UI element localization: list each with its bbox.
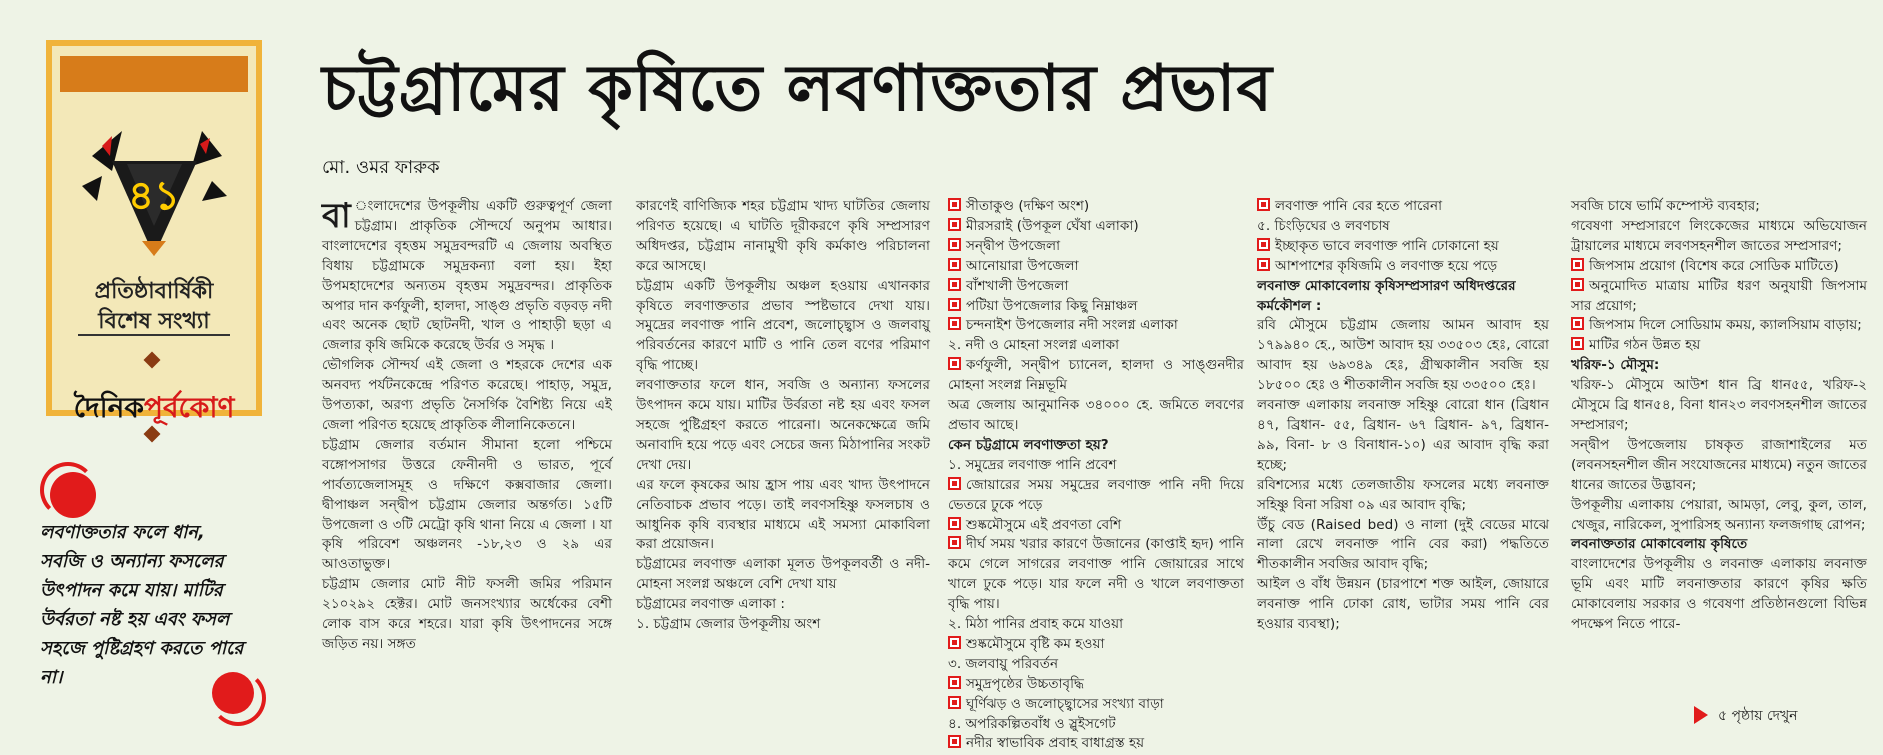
continued-label: ৫ পৃষ্ঠায় দেখুন bbox=[1718, 708, 1798, 724]
bullet-box-icon bbox=[1257, 238, 1270, 251]
list-item: শুষ্কমৌসুমে এই প্রবণতা বেশি bbox=[948, 516, 1244, 536]
paragraph: চট্টগ্রাম জেলার বর্তমান সীমানা হলো পশ্চিমে বঙ্গোপসাগর উত্তরে ফেনীনদী ও ভারত, পূর্বে পার্বত্যজেলাসমূহ ও দক্ষিণে কক্সবাজার জেলা। দ্বীপাঞ্চল সন্দ্বীপ চট্টগ্রাম জেলার অন্তর্গত। ১৫টি উপজেলা ও ৩টি মেট্রো কৃষি থানা নিয়ে এ জেলা । যা কৃষি পরিবেশ অঞ্চলনং -১৮,২৩ ও ২৯ এর আওতাভুক্ত। bbox=[322, 436, 612, 573]
paragraph: এর ফলে কৃষকের আয় হ্রাস পায় এবং খাদ্য উৎপাদনে নেতিবাচক প্রভাব পড়ে। তাই লবণসহিষ্ণু ফসলচাষ ও আধুনিক কৃষি ব্যবস্থার মাধ্যমে এই সমস্যা মোকাবিলা করা প্রয়োজন। bbox=[636, 476, 930, 553]
quote-dot-icon bbox=[50, 472, 96, 518]
paragraph: সন্দ্বীপ উপজেলায় চাষকৃত রাজাশাইলের মত (লবনসহনশীল জীন সংযোজনের মাধ্যমে) নতুন জাতের ধানের জাতের উদ্ভাবন; bbox=[1571, 436, 1867, 493]
bullet-box-icon bbox=[948, 735, 961, 748]
bullet-box-icon bbox=[948, 517, 961, 530]
bullet-box-icon bbox=[1571, 258, 1584, 271]
list-item: দীর্ঘ সময় খরার কারণে উজানের (কাপ্তাই হৃদ) পানি কমে গেলে সাগরের লবণাক্ত পানি জোয়ারের সাথে খালে ঢুকে পড়ে। যার ফলে নদী ও খালে লবণাক্ততা বৃদ্ধি পায়। bbox=[948, 536, 1244, 613]
list-item: সন্দ্বীপ উপজেলা bbox=[948, 237, 1244, 257]
paragraph: সবজি চাষে ভার্মি কম্পোস্ট ব্যবহার; bbox=[1571, 198, 1760, 214]
subheading: কেন চট্টগ্রামে লবণাক্ততা হয়? bbox=[948, 436, 1109, 453]
subheading: লবনাক্ততার মোকাবেলায় কৃষিতে bbox=[1571, 536, 1748, 553]
diamond-icon bbox=[144, 352, 161, 369]
list-item: জোয়ারের সময় সমুদ্রের লবণাক্ত পানি নদী দিয়ে ভেতরে ঢুকে পড়ে bbox=[948, 476, 1244, 513]
list-heading: ২. নদী ও মোহনা সংলগ্ন এলাকা bbox=[948, 337, 1120, 354]
bullet-box-icon bbox=[1571, 317, 1584, 330]
list-item: সীতাকুণ্ড (দক্ষিণ অংশ) bbox=[948, 197, 1244, 217]
byline: মো. ওমর ফারুক bbox=[322, 157, 440, 178]
list-item: জিপসাম দিলে সোডিয়াম কময়, ক্যালসিয়াম বাড়ায়; bbox=[1571, 316, 1867, 336]
article-column-3 bbox=[948, 197, 1244, 754]
list-item: ঘূর্ণিঝড় ও জলোচ্ছ্বাসের সংখ্যা বাড়া bbox=[948, 695, 1244, 715]
subheading: খরিফ-১ মৌসুম: bbox=[1571, 357, 1660, 374]
paragraph: রবি মৌসুমে চট্টগ্রাম জেলায় আমন আবাদ হয় ১৭৯৯৪০ হে., আউশ আবাদ হয় ৩৩৫০৩ হেঃ, বোরো আবাদ হয় ৬৯৩৪৯ হেঃ, গ্রীষ্মকালীন সবজি হয় ১৮৫০০ হেঃ ও শীতকালীন সবজি হয় ৩৩৫০০ হেঃ। bbox=[1257, 317, 1549, 394]
bullet-box-icon bbox=[948, 676, 961, 689]
list-item: আনোয়ারা উপজেলা bbox=[948, 257, 1244, 277]
headline: চট্টগ্রামের কৃষিতে লবণাক্ততার প্রভাব bbox=[322, 51, 1273, 126]
paragraph: খরিফ-১ মৌসুমে আউশ ধান ব্রি ধান৫৫, খরিফ-২ মৌসুমে ব্রি ধান৫৪, বিনা ধান২৩ লবণসহনশীল জাতের সম্প্রসারণ; bbox=[1571, 377, 1867, 433]
badge-divider bbox=[78, 334, 230, 336]
list-item: নদীর স্বাভাবিক প্রবাহ বাধাগ্রস্ত হয় bbox=[948, 734, 1244, 754]
list-item: সমুদ্রপৃষ্ঠের উচ্চতাবৃদ্ধি bbox=[948, 675, 1244, 695]
bullet-box-icon bbox=[1257, 198, 1270, 211]
newspaper-logo bbox=[52, 386, 256, 433]
bullet-box-icon bbox=[948, 696, 961, 709]
bullet-box-icon bbox=[948, 317, 961, 330]
article-column-5 bbox=[1571, 197, 1867, 635]
bullet-box-icon bbox=[1571, 278, 1584, 291]
list-item: কর্ণফুলী, সন্দ্বীপ চ্যানেল, হালদা ও সাঙ্গুনদীর মোহনা সংলগ্ন নিম্নভূমি bbox=[948, 357, 1244, 394]
bullet-box-icon bbox=[948, 258, 961, 271]
bullet-box-icon bbox=[1257, 258, 1270, 271]
list-heading: ১. সমুদ্রের লবণাক্ত পানি প্রবেশ bbox=[948, 456, 1117, 473]
bullet-box-icon bbox=[948, 238, 961, 251]
list-item: চন্দনাইশ উপজেলার নদী সংলগ্ন এলাকা bbox=[948, 316, 1244, 336]
paragraph: ভৌগলিক সৌন্দর্য এই জেলা ও শহরকে দেশের এক অনবদ্য পর্যটনকেন্দ্রে পরিণত করেছে। পাহাড়, সমুদ্র, উপত্যকা, অরণ্য প্রভৃতি নৈসর্গিক বৈশিষ্ট্য নিয়ে এই জেলা পরিণত হয়েছে প্রাকৃতিক লীলানিকেতনে। bbox=[322, 357, 612, 433]
bullet-box-icon bbox=[948, 357, 961, 370]
anniversary-badge bbox=[46, 40, 262, 424]
badge-band bbox=[60, 56, 248, 92]
list-item: জিপসাম প্রয়োগ (বিশেষ করে সোডিক মাটিতে) bbox=[1571, 257, 1867, 277]
paragraph: চট্টগ্রামের লবণাক্ত এলাকা মূলত উপকূলবর্তী ও নদী-মোহনা সংলগ্ন অঞ্চলে বেশি দেখা যায় bbox=[636, 556, 930, 593]
paragraph: উঁচু বেড (Raised bed) ও নালা (দুই বেডের মাঝে নালা রেখে লবনাক্ত পানি বের করা) পদ্ধতিতে শীতকালীন সবজির আবাদ বৃদ্ধি; bbox=[1257, 516, 1549, 573]
list-item: অনুমোদিত মাত্রায় মাটির ধরণ অনুযায়ী জিপসাম সার প্রয়োগ; bbox=[1571, 277, 1867, 314]
bullet-box-icon bbox=[1571, 337, 1584, 350]
paragraph: উপকূলীয় এলাকায় পেয়ারা, আমড়া, লেবু, কুল, তাল, খেজুর, নারিকেল, সুপারিসহ অন্যান্য ফলজগাছ রোপন; bbox=[1571, 496, 1867, 533]
bullet-box-icon bbox=[948, 298, 961, 311]
newspaper-logo-part2: পূর্বকোণ bbox=[143, 391, 235, 424]
badge-anniversary-label: প্রতিষ্ঠাবার্ষিকী bbox=[94, 279, 214, 304]
list-item: পটিয়া উপজেলার কিছু নিম্নাঞ্চল bbox=[948, 297, 1244, 317]
list-heading: ৩. জলবায়ু পরিবর্তন bbox=[948, 655, 1059, 672]
paragraph: লবণাক্ততার ফলে ধান, সবজি ও অন্যান্য ফসলের উৎপাদন কমে যায়। মাটির উর্বরতা নষ্ট হয় এবং ফসল সহজে পুষ্টিগ্রহণ করতে পারেনা। অনেকক্ষেত্রে জমি অনাবাদি হয়ে পড়ে এবং সেচের জন্য মিঠাপানির সংকট দেখা দেয়। bbox=[636, 377, 930, 473]
article-column-2 bbox=[636, 197, 930, 635]
bullet-box-icon bbox=[948, 536, 961, 549]
paragraph: বাংলাদেশের উপকূলীয় ও লবনাক্ত এলাকায় লবনাক্ত ভূমি এবং মাটি লবনাক্ততার কারণে কৃষির ক্ষতি মোকাবেলায় সরকার ও গবেষণা প্রতিষ্ঠানগুলো বিভিন্ন পদক্ষেপ নিতে পারে- bbox=[1571, 556, 1867, 633]
paragraph: রবিশস্যের মধ্যে তেলজাতীয় ফসলের মধ্যে লবনাক্ত সহিষ্ণু বিনা সরিষা ০৯ এর আবাদ বৃদ্ধি; bbox=[1257, 476, 1549, 513]
quote-dot-icon bbox=[212, 672, 254, 714]
list-heading: ৪. অপরিকল্পিতবাঁধ ও স্লুইসগেট bbox=[948, 715, 1116, 732]
paragraph: চট্টগ্রাম একটি উপকূলীয় অঞ্চল হওয়ায় এখানকার কৃষিতে লবণাক্ততার প্রভাব স্পষ্টভাবে দেখা যায়। সমুদ্রের লবণাক্ত পানি প্রবেশ, জলোচ্ছ্বাস ও জলবায়ু পরিবর্তনের কারণে মাটি ও পানি তেল বণের পরিমাণ বৃদ্ধি পাচ্ছে। bbox=[636, 277, 930, 374]
paragraph: লবনাক্ত এলাকায় লবনাক্ত সহিষ্ণু বোরো ধান (ব্রিধান ৪৭, ব্রিধান- ৫৫, ব্রিধান- ৬৭ ব্রিধান- ৯৭, ব্রিধান- ৯৯, বিনা- ৮ ও বিনাধান-১০) এর আবাদ বৃদ্ধি করা হচ্ছে; bbox=[1257, 397, 1549, 473]
bullet-box-icon bbox=[948, 636, 961, 649]
continued-on-page-link[interactable] bbox=[1694, 704, 1798, 728]
list-item: লবণাক্ত পানি বের হতে পারেনা bbox=[1257, 197, 1549, 217]
bullet-box-icon bbox=[948, 198, 961, 211]
bullet-box-icon bbox=[948, 218, 961, 231]
list-item: আশপাশের কৃষিজমি ও লবণাক্ত হয়ে পড়ে bbox=[1257, 257, 1549, 277]
pull-quote: লবণাক্ততার ফলে ধান, সবজি ও অন্যান্য ফসলের উৎপাদন কমে যায়। মাটির উর্বরতা নষ্ট হয় এবং ফসল সহজে পুষ্টিগ্রহণ করতে পারে না। bbox=[40, 522, 244, 688]
bullet-box-icon bbox=[948, 477, 961, 490]
paragraph: বা ংলাদেশের উপকূলীয় একটি গুরুত্বপূর্ণ জেলা চট্টগ্রাম। প্রাকৃতিক সৌন্দর্যে অনুপম আধার। বাংলাদেশের বৃহত্তম সমুদ্রবন্দরটি এ জেলায় অবস্থিত বিধায় চট্টগ্রামকে সমুদ্রকন্যা বলা হয়। ইহা উপমহাদেশের অন্যতম বৃহত্তম সমুদ্রবন্দর। প্রাকৃতিক অপার দান কর্ণফুলী, হালদা, সাঙ্গু প্রভৃতি বড়বড় নদী এবং অনেক ছোট ছোটনদী, খাল ও পাহাড়ী ছড়া এ জেলার কৃষি জমিকে করেছে উর্বর ও সমৃদ্ধ । bbox=[322, 196, 612, 354]
subheading: লবনাক্ত মোকাবেলায় কৃষিসম্প্রসারণ অধিদপ্তরের কর্মকৌশল : bbox=[1257, 277, 1516, 314]
badge-special-issue-label: বিশেষ সংখ্যা bbox=[98, 309, 210, 334]
drop-cap: বা bbox=[322, 196, 351, 236]
article-column-1 bbox=[322, 197, 612, 655]
list-item: ইচ্ছাকৃত ভাবে লবণাক্ত পানি ঢোকানো হয় bbox=[1257, 237, 1549, 257]
list-item: শুষ্কমৌসুমে বৃষ্টি কম হওয়া bbox=[948, 635, 1244, 655]
badge-number: ৪১ bbox=[128, 173, 180, 219]
list-heading: ১. চট্টগ্রাম জেলার উপকূলীয় অংশ bbox=[636, 616, 821, 633]
paragraph: কারণেই বাণিজ্যিক শহর চট্টগ্রাম খাদ্য ঘাটতির জেলায় পরিণত হয়েছে। এ ঘাটতি দূরীকরণে কৃষি সম্প্রসারণ অধিদপ্তর, চট্টগ্রাম নানামুখী কৃষি কর্মকাণ্ড পরিচালনা করে আসছে। bbox=[636, 198, 930, 274]
paragraph: অত্র জেলায় আনুমানিক ৩৪০০০ হে. জমিতে লবণের প্রভাব আছে। bbox=[948, 397, 1244, 433]
paragraph: চট্টগ্রাম জেলার মোট নীট ফসলী জমির পরিমান ২১০২৯২ হেক্টর। মোট জনসংখ্যার অর্ধেকের বেশী লোক বাস করে শহরে। যারা কৃষি উৎপাদনের সঙ্গে জড়িত নয়। সঙ্গত bbox=[322, 576, 612, 652]
list-heading: ৫. চিংড়িঘের ও লবণচাষ bbox=[1257, 217, 1390, 234]
newspaper-logo-part1: দৈনিক bbox=[73, 391, 144, 424]
list-item: বাঁশখালী উপজেলা bbox=[948, 277, 1244, 297]
paragraph: গবেষণা সম্প্রসারণে লিংকেজের মাধ্যমে অভিযোজন ট্রায়ালের মাধ্যমে লবণসহনশীল জাতের সম্প্রসারণ; bbox=[1571, 217, 1867, 254]
paragraph: চট্টগ্রামের লবণাক্ত এলাকা : bbox=[636, 596, 785, 613]
list-item: মাটির গঠন উন্নত হয় bbox=[1571, 336, 1867, 356]
list-item: মীরসরাই (উপকূল ঘেঁষা এলাকা) bbox=[948, 217, 1244, 237]
article-column-4 bbox=[1257, 197, 1549, 635]
list-heading: ২. মিঠা পানির প্রবাহ কমে যাওয়া bbox=[948, 616, 1124, 633]
arrow-right-icon bbox=[1694, 706, 1708, 724]
bullet-box-icon bbox=[948, 278, 961, 291]
paragraph: আইল ও বাঁধ উন্নয়ন (চারপাশে শক্ত আইল, জোয়ারে লবনাক্ত পানি ঢোকা রোধ, ভাটার সময় পানি বের হওয়ার ব্যবস্থা); bbox=[1257, 576, 1549, 633]
